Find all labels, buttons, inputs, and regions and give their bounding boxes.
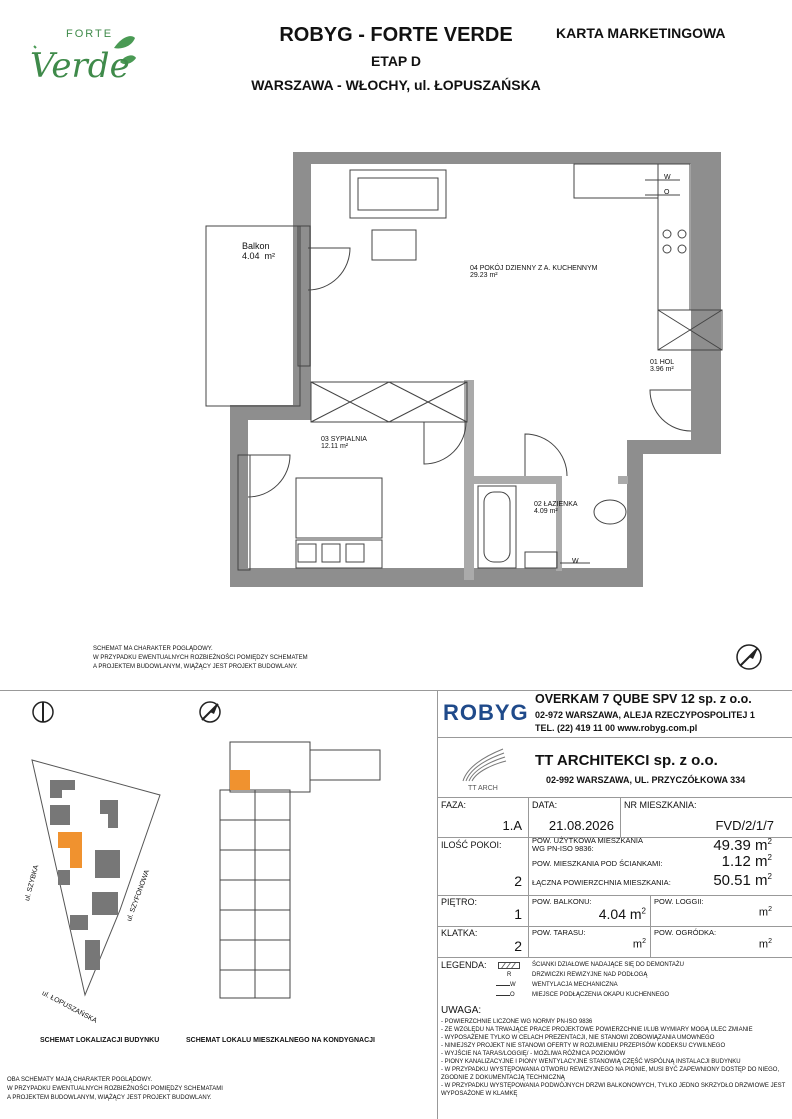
ogrodek-label: POW. OGRÓDKA: xyxy=(654,928,717,937)
nr-label: NR MIESZKANIA: xyxy=(624,800,697,810)
stage-label: ETAP D xyxy=(370,53,422,69)
compass-icon xyxy=(31,700,55,724)
logo-top-text: FORTE xyxy=(66,28,114,40)
balkon-label: Balkon 4.04 m² xyxy=(242,241,276,261)
architect-name: TT ARCHITEKCI sp. z o.o. xyxy=(535,752,718,769)
ogrodek-unit: $m^2$ xyxy=(758,938,772,951)
laczna-label: ŁĄCZNA POWIERZCHNIA MIESZKANIA: xyxy=(532,878,671,887)
site-disclaimer: OBA SCHEMATY MAJĄ CHARAKTER POGLĄDOWY. W PRZYPADKU EWENTUALNYCH ROZBIEŻNOŚCI POMIĘDZY SCHEMATAMI A PROJEKTEM BUDOWLANYM, WIĄŻĄCY JEST PROJEKT BUDOWLANY. xyxy=(7,1077,223,1101)
taras-unit: $m^2$ xyxy=(632,938,646,951)
legend-item-2: WENTYLACJA MECHANICZNA xyxy=(532,982,618,988)
bathroom-label: 02 ŁAZIENKA 4.09 m² xyxy=(534,501,578,515)
logo-main-text: Verde xyxy=(30,46,130,86)
compass-icon xyxy=(735,643,763,671)
arrow-icon xyxy=(496,985,510,986)
divider-v xyxy=(437,690,438,1119)
klatka-label: KLATKA: xyxy=(441,928,478,938)
arrow-icon xyxy=(496,995,510,996)
note-item: - WYPOSAŻENIE TYLKO W CELACH PREZENTACJI, NIE STANOWI ZOBOWIĄZANIA UMOWNEGO xyxy=(441,1035,715,1041)
balkon-area: 4.04 xyxy=(242,251,260,261)
page-title: ROBYG - FORTE VERDE xyxy=(279,24,513,46)
street-szybka-label: ul. SZYBKA xyxy=(24,864,41,902)
card-type-label: KARTA MARKETINGOWA xyxy=(556,25,726,41)
faza-label: FAZA: xyxy=(441,800,467,810)
pokoi-label: ILOŚĆ POKOI: xyxy=(441,840,502,850)
location-caption: SCHEMAT LOKALIZACJI BUDYNKU xyxy=(40,1037,160,1044)
robyg-logo: ROBYG xyxy=(443,700,529,725)
pietro-label: PIĘTRO: xyxy=(441,897,478,907)
faza-value: 1.A xyxy=(502,818,522,833)
divider-h xyxy=(0,690,792,691)
street-szyfonowa-label: ul. SZYFONOWA xyxy=(126,869,152,923)
data-value: 21.08.2026 xyxy=(548,818,614,833)
compass-icon xyxy=(198,700,222,724)
legend-symbol-2: W xyxy=(510,982,516,988)
investor-contact: TEL. (22) 419 11 00 www.robyg.com.pl xyxy=(535,723,698,733)
architect-address: 02-992 WARSZAWA, UL. PRZYCZÓŁKOWA 334 xyxy=(546,775,746,785)
pod-scianki-label: POW. MIESZKANIA POD ŚCIANKAMI: xyxy=(532,859,663,868)
address-label: WARSZAWA - WŁOCHY, ul. ŁOPUSZAŃSKA xyxy=(251,77,541,93)
legend-title: LEGENDA: xyxy=(441,960,487,970)
notes-list xyxy=(441,1018,786,1098)
bedroom-label: 03 SYPIALNIA 12.11 m² xyxy=(321,436,367,450)
pietro-value: 1 xyxy=(514,906,522,922)
note-item: - POWIERZCHNIE LICZONE WG NORMY PN-ISO 9836 xyxy=(441,1019,593,1025)
laczna-value: 50.51 $m^2$ xyxy=(713,872,772,889)
hol-label: 01 HOL 3.96 m² xyxy=(650,359,675,373)
floor-caption: SCHEMAT LOKALU MIESZKALNEGO NA KONDYGNACJI xyxy=(186,1037,375,1044)
legend-item-0: ŚCIANKI DZIAŁOWE NADAJĄCE SIĘ DO DEMONTAŻU xyxy=(532,962,684,968)
living-room-label: 04 POKÓJ DZIENNY Z A. KUCHENNYM 29.23 m² xyxy=(470,265,598,279)
note-item: - ZE WZGLĘDU NA TRWAJĄCE PRACE PROJEKTOWE POWIERZCHNIE I/LUB WYMIARY MOGĄ ULEC ZMIANIE xyxy=(441,1027,753,1033)
street-lopuszanska-label: ul. ŁOPUSZAŃSKA xyxy=(40,990,98,1025)
note-item: - W PRZYPADKU WYSTĘPOWANIA PODWÓJNYCH DRZWI BALKONOWYCH, TYLKO JEDNO SKRZYDŁO DRZWIOWE JEST WYPOSAŻONE W KLAMKĘ xyxy=(441,1083,786,1097)
data-label: DATA: xyxy=(532,800,558,810)
tt-arch-logo-icon xyxy=(458,745,508,783)
floor-scheme-map xyxy=(210,740,390,1000)
uzytkowa-value: 49.39 $m^2$ xyxy=(713,837,772,854)
balkon-table-value: 4.04 $m^2$ xyxy=(598,906,646,922)
note-item: - PIONY KANALIZACYJNE I PIONY WENTYLACYJNE STANOWIĄ CZĘŚĆ WSPÓLNĄ INSTALACJI BUDYNKU xyxy=(441,1059,741,1065)
legend-symbol-1: R xyxy=(507,972,512,978)
balkon-unit: m² xyxy=(264,251,276,261)
tt-arch-logo-text: TT ARCH xyxy=(468,785,498,792)
notes-title: UWAGA: xyxy=(441,1005,482,1016)
loggia-label: POW. LOGGII: xyxy=(654,897,704,906)
taras-label: POW. TARASU: xyxy=(532,928,586,937)
note-item: - WYJŚCIE NA TARAS/LOGGIĘ/ - MOŻLIWA RÓŻNICA POZIOMÓW xyxy=(441,1051,626,1057)
site-location-map xyxy=(30,750,180,1010)
legend-item-1: DRZWICZKI REWIZYJNE NAD PODŁOGĄ xyxy=(532,972,648,978)
note-item: - NINIEJSZY PROJEKT NIE STANOWI OFERTY W ROZUMIENIU PRZEPISÓW KODEKSU CYWILNEGO xyxy=(441,1043,726,1049)
hatch-swatch-icon xyxy=(498,962,520,969)
legend-item-3: MIEJSCE PODŁĄCZENIA OKAPU KUCHENNEGO xyxy=(532,992,670,998)
klatka-value: 2 xyxy=(514,938,522,954)
loggia-unit: $m^2$ xyxy=(758,906,772,919)
uzytkowa-label: POW. UŻYTKOWA MIESZKANIA WG PN-ISO 9836: xyxy=(532,836,643,853)
balkon-table-label: POW. BALKONU: xyxy=(532,897,592,906)
legend-symbol-3: O xyxy=(510,992,515,998)
investor-address: 02-972 WARSZAWA, ALEJA RZECZYPOSPOLITEJ 1 xyxy=(535,710,755,720)
note-item: - W PRZYPADKU WYSTĘPOWANIA OTWORU REWIZYJNEGO NA PIONIE, MUSI BYĆ ZAPEWNIONY DOSTĘP DO NIEGO, ZGODNIE Z DOKUMENTACJĄ TECHNICZNĄ xyxy=(441,1067,780,1081)
plan-disclaimer: SCHEMAT MA CHARAKTER POGLĄDOWY. W PRZYPADKU EWENTUALNYCH ROZBIEŻNOŚCI POMIĘDZY SCHEMATEM A PROJEKTEM BUDOWLANYM, WIĄŻĄCY JEST PROJEKT BUDOWLANY. xyxy=(93,646,308,670)
bath-ventilation-mark: W xyxy=(572,558,579,565)
investor-name: OVERKAM 7 QUBE SPV 12 sp. z o.o. xyxy=(535,692,752,706)
pokoi-value: 2 xyxy=(514,873,522,889)
hood-mark: O xyxy=(664,189,670,196)
pod-scianki-value: 1.12 $m^2$ xyxy=(721,853,772,870)
ventilation-mark: W xyxy=(664,174,671,181)
nr-value: FVD/2/1/7 xyxy=(715,818,774,833)
